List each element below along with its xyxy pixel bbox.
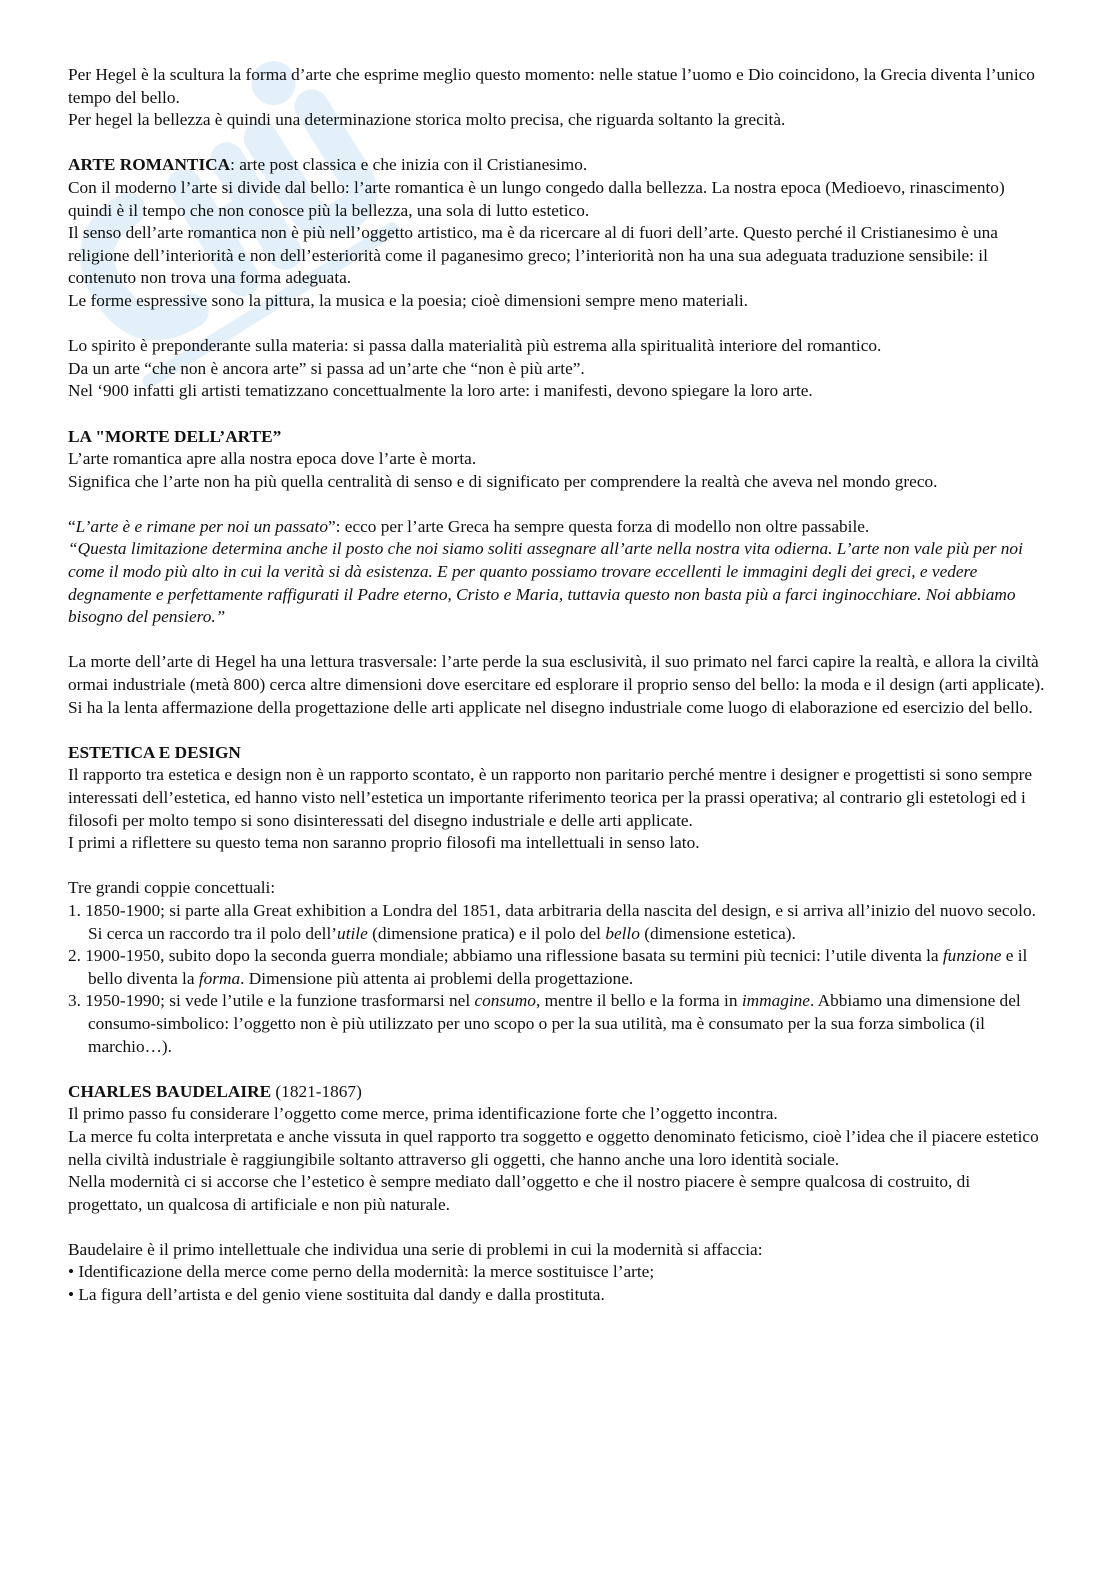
list-em: bello	[605, 923, 640, 943]
paragraph: Baudelaire è il primo intellettuale che individua una serie di problemi in cui la modernità si affaccia:	[68, 1239, 763, 1259]
paragraph: Per Hegel è la scultura la forma d’arte che esprime meglio questo momento: nelle statue l’uomo e Dio coincidono, la Grecia diventa l’unico tempo del bello.	[68, 65, 1035, 107]
list-text: e il bello diventa la	[88, 946, 1028, 988]
numbered-list	[68, 900, 1048, 1058]
section-heading: CHARLES BAUDELAIRE	[68, 1081, 272, 1101]
quote-italic: L’arte è e rimane per noi un passato	[75, 516, 328, 536]
bullet-list	[68, 1261, 1048, 1306]
quote-rest: ”: ecco per l’arte Greca ha sempre questa forza di modello non oltre passabile.	[328, 516, 870, 536]
section-heading: LA "MORTE DELL’ARTE”	[68, 426, 282, 446]
list-em: funzione	[942, 946, 1002, 966]
paragraph: Le forme espressive sono la pittura, la musica e la poesia; cioè dimensioni sempre meno materiali.	[68, 290, 748, 310]
heading-rest: : arte post classica e che inizia con il Cristianesimo.	[230, 155, 588, 175]
paragraph: Per hegel la bellezza è quindi una determinazione storica molto precisa, che riguarda soltanto la grecità.	[68, 110, 786, 130]
list-em: consumo	[474, 991, 536, 1011]
paragraph: Nella modernità ci si accorse che l’estetico è sempre mediato dall’oggetto e che il nostro piacere è sempre qualcosa di costruito, di progettato, un qualcosa di artificiale e non più naturale.	[68, 1172, 971, 1214]
paragraph: Si ha la lenta affermazione della progettazione delle arti applicate nel disegno industriale come luogo di elaborazione ed esercizio del bello.	[68, 697, 1033, 717]
section-baudelaire	[68, 1081, 1048, 1104]
paragraph: Il primo passo fu considerare l’oggetto come merce, prima identificazione forte che l’oggetto incontra.	[68, 1104, 778, 1124]
paragraph: Lo spirito è preponderante sulla materia: si passa dalla materialità più estrema alla spiritualità interiore del romantico.	[68, 336, 882, 356]
bullet-item: • La figura dell’artista e del genio viene sostituita dal dandy e dalla prostituta.	[68, 1285, 605, 1305]
paragraph: Da un arte “che non è ancora arte” si passa ad un’arte che “non è più arte”.	[68, 358, 585, 378]
list-text: (dimensione pratica) e il polo del	[367, 923, 606, 943]
section-heading: ARTE ROMANTICA	[68, 155, 231, 175]
paragraph: Significa che l’arte non ha più quella centralità di senso e di significato per comprendere la realtà che aveva nel mondo greco.	[68, 471, 938, 491]
quote-text: “Questa limitazione determina anche il posto che noi siamo soliti assegnare all’arte nella nostra vita odierna. L’arte non vale più per noi come il modo più alto in cui la verità si dà esistenza. E per quanto possiamo trovare eccellenti le immagini degli dei greci, e vedere degnamente e perfettamente raffigurati il Padre eterno, Cristo e Maria, tuttavia questo non basta più a farci inginocchiare. Noi abbiamo bisogno del pensiero.”	[68, 539, 1023, 627]
paragraph: La morte dell’arte di Hegel ha una lettura trasversale: l’arte perde la sua esclusività, il suo primato nel farci capire la realtà, e allora la civiltà ormai industriale (metà 800) cerca altre dimensioni dove esercitare ed esplorare il proprio senso del bello: la moda e il design (arti applicate).	[68, 652, 1045, 695]
quote-mark: “	[68, 516, 76, 536]
paragraph: Il senso dell’arte romantica non è più nell’oggetto artistico, ma è da ricercare al di fuori dell’arte. Questo perché il Cristianesimo è una religione dell’interiorità e non dell’esteriorità come il paganesimo greco; l’interiorità non ha una sua adeguata traduzione sensibile: il contenuto non trova una forma adeguata.	[68, 223, 998, 288]
paragraph: L’arte romantica apre alla nostra epoca dove l’arte è morta.	[68, 449, 477, 469]
list-text: 3. 1950-1990; si vede l’utile e la funzione trasformarsi nel	[68, 991, 475, 1011]
paragraph: Con il moderno l’arte si divide dal bello: l’arte romantica è un lungo congedo dalla bellezza. La nostra epoca (Medioevo, rinascimento) quindi è il tempo che non conosce più la bellezza, una sola di lutto estetico.	[68, 177, 1005, 220]
list-em: immagine	[741, 991, 810, 1011]
document-page	[68, 64, 1048, 1307]
heading-dates: (1821-1867)	[271, 1081, 362, 1101]
bullet-item: • Identificazione della merce come perno della modernità: la merce sostituisce l’arte;	[68, 1262, 655, 1282]
list-item	[68, 990, 1048, 1058]
list-item	[68, 900, 1048, 945]
list-intro: Tre grandi coppie concettuali:	[68, 878, 276, 898]
list-em: utile	[337, 923, 368, 943]
section-heading: ESTETICA E DESIGN	[68, 742, 241, 762]
quote-paragraph	[68, 516, 1048, 539]
list-text: (dimensione estetica).	[639, 923, 796, 943]
list-em: forma	[198, 968, 241, 988]
hegel-quote	[68, 538, 1048, 628]
list-text: 2. 1900-1950, subito dopo la seconda guerra mondiale; abbiamo una riflessione basata su termini più tecnici: l’utile diventa la	[68, 946, 943, 966]
list-item	[68, 945, 1048, 990]
paragraph: Il rapporto tra estetica e design non è un rapporto scontato, è un rapporto non paritario perché mentre i designer e progettisti si sono sempre interessati dell’estetica, ed hanno visto nell’estetica un importante riferimento teorica per la prassi operativa; al contrario gli estetologi ed i filosofi per molto tempo si sono disinteressati del disegno industriale e delle arti applicate.	[68, 765, 1033, 830]
list-text: . Dimensione più attenta ai problemi della progettazione.	[240, 968, 634, 988]
paragraph: La merce fu colta interpretata e anche vissuta in quel rapporto tra soggetto e oggetto denominato feticismo, cioè l’idea che il piacere estetico nella civiltà industriale è raggiungibile soltanto attraverso gli oggetti, che hanno anche una loro identità sociale.	[68, 1126, 1039, 1169]
list-text: . Abbiamo una dimensione del consumo-simbolico: l’oggetto non è più utilizzato per uno scopo o per la sua utilità, ma è consumato per la sua forza simbolica (il marchio…).	[88, 991, 1021, 1056]
list-text: , mentre il bello e la forma in	[535, 991, 742, 1011]
paragraph: I primi a riflettere su questo tema non saranno proprio filosofi ma intellettuali in senso lato.	[68, 833, 700, 853]
list-text: 1. 1850-1900; si parte alla Great exhibition a Londra del 1851, data arbitraria della nascita del design, e si arriva all’inizio del nuovo secolo. Si cerca un raccordo tra il polo dell’	[68, 900, 1036, 943]
section-arte-romantica	[68, 154, 1048, 177]
paragraph: Nel ‘900 infatti gli artisti tematizzano concettualmente la loro arte: i manifesti, devono spiegare la loro arte.	[68, 381, 813, 401]
